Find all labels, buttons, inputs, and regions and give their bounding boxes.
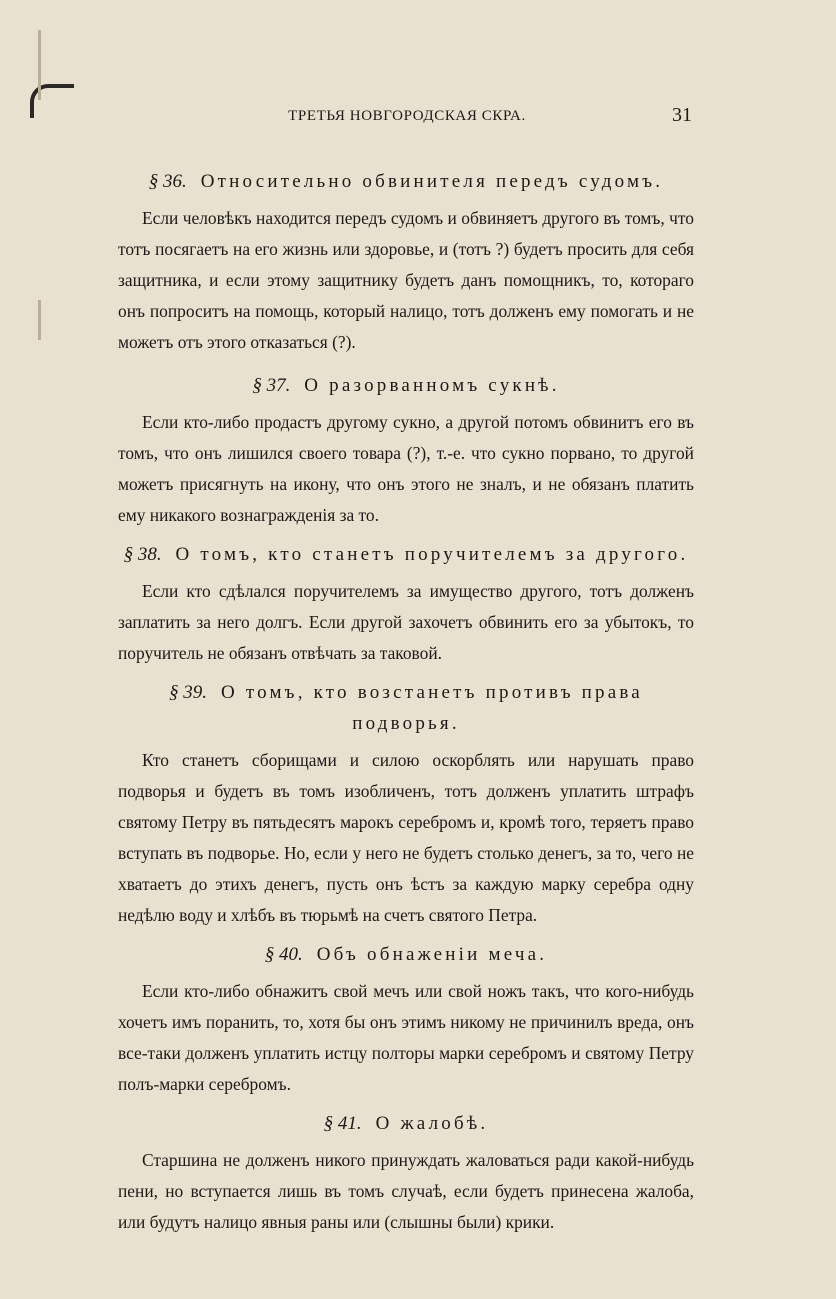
section-title: Объ обнаженіи меча. bbox=[316, 944, 548, 965]
section bbox=[118, 370, 694, 531]
section-text: Если кто сдѣлался поручителемъ за имущество другого, тотъ долженъ заплатить за него долгъ. Если другой захочетъ обвинить его за убытокъ, то поручитель не обязанъ отвѣчать за таковой. bbox=[118, 581, 694, 663]
section-title: Относительно обвинителя передъ судомъ. bbox=[200, 171, 664, 192]
section-heading bbox=[118, 1108, 694, 1139]
text-block bbox=[118, 166, 694, 1246]
page-corner-mark bbox=[30, 84, 74, 118]
section-number: § 40. bbox=[264, 944, 303, 965]
section-number: § 36. bbox=[148, 171, 187, 192]
section bbox=[118, 166, 694, 358]
section-number: § 41. bbox=[323, 1113, 362, 1134]
section-text: Если кто-либо продастъ другому сукно, а другой потомъ обвинитъ его въ томъ, что онъ лишился своего товара (?), т.-е. что сукно порвано, то другой можетъ присягнуть на икону, что онъ этого не зналъ, и не обязанъ платить ему никакого вознагражденія за то. bbox=[118, 412, 694, 525]
section-title: О жалобѣ. bbox=[375, 1113, 489, 1134]
section-number: § 39. bbox=[169, 682, 208, 703]
section bbox=[118, 539, 694, 669]
margin-line bbox=[38, 30, 41, 100]
margin-line bbox=[38, 300, 41, 340]
section-title: О томъ, кто станетъ поручителемъ за другого. bbox=[175, 544, 689, 565]
section-title: О томъ, кто возстанетъ противъ права подворья. bbox=[221, 682, 643, 734]
section-heading bbox=[118, 677, 694, 739]
section bbox=[118, 677, 694, 931]
page-header bbox=[118, 104, 696, 128]
section bbox=[118, 939, 694, 1100]
section-heading bbox=[118, 370, 694, 401]
section-title: О разорванномъ сукнѣ. bbox=[304, 375, 560, 396]
section-number: § 38. bbox=[123, 544, 162, 565]
section-heading bbox=[118, 939, 694, 970]
section-text: Старшина не долженъ никого принуждать жаловаться ради какой-нибудь пени, но вступается лишь въ томъ случаѣ, если будетъ принесена жалоба, или будутъ налицо явныя раны или (слышны были) крики. bbox=[118, 1150, 694, 1232]
page-number: 31 bbox=[672, 104, 692, 126]
section-text: Если кто-либо обнажитъ свой мечъ или свой ножъ такъ, что кого-нибудь хочетъ имъ поранить, то, хотя бы онъ этимъ никому не причинилъ вреда, онъ все-таки долженъ уплатить истцу полторы марки серебромъ и святому Петру полъ-марки серебромъ. bbox=[118, 981, 694, 1094]
section-number: § 37. bbox=[252, 375, 291, 396]
section-heading bbox=[118, 166, 694, 197]
section-heading bbox=[118, 539, 694, 570]
section-text: Если человѣкъ находится передъ судомъ и обвиняетъ другого въ томъ, что тотъ посягаетъ на его жизнь или здоровье, и (тотъ ?) будетъ просить для себя защитника, и если этому защитнику будетъ данъ помощникъ, то, котораго онъ попроситъ на помощь, который налицо, тотъ долженъ ему помогать и не можетъ отъ этого отказаться (?). bbox=[118, 208, 694, 352]
running-title: ТРЕТЬЯ НОВГОРОДСКАЯ СКРА. bbox=[288, 108, 526, 124]
section bbox=[118, 1108, 694, 1238]
section-text: Кто станетъ сборищами и силою оскорблять или нарушать право подворья и будетъ въ томъ изобличенъ, тотъ долженъ уплатить штрафъ святому Петру въ пятьдесятъ марокъ серебромъ и, кромѣ того, теряетъ право вступать въ подворье. Но, если у него не будетъ столько денегъ, за то, чего не хватаетъ до этихъ денегъ, пусть онъ ѣстъ за каждую марку серебра одну недѣлю воду и хлѣбъ въ тюрьмѣ на счетъ святого Петра. bbox=[118, 750, 694, 925]
